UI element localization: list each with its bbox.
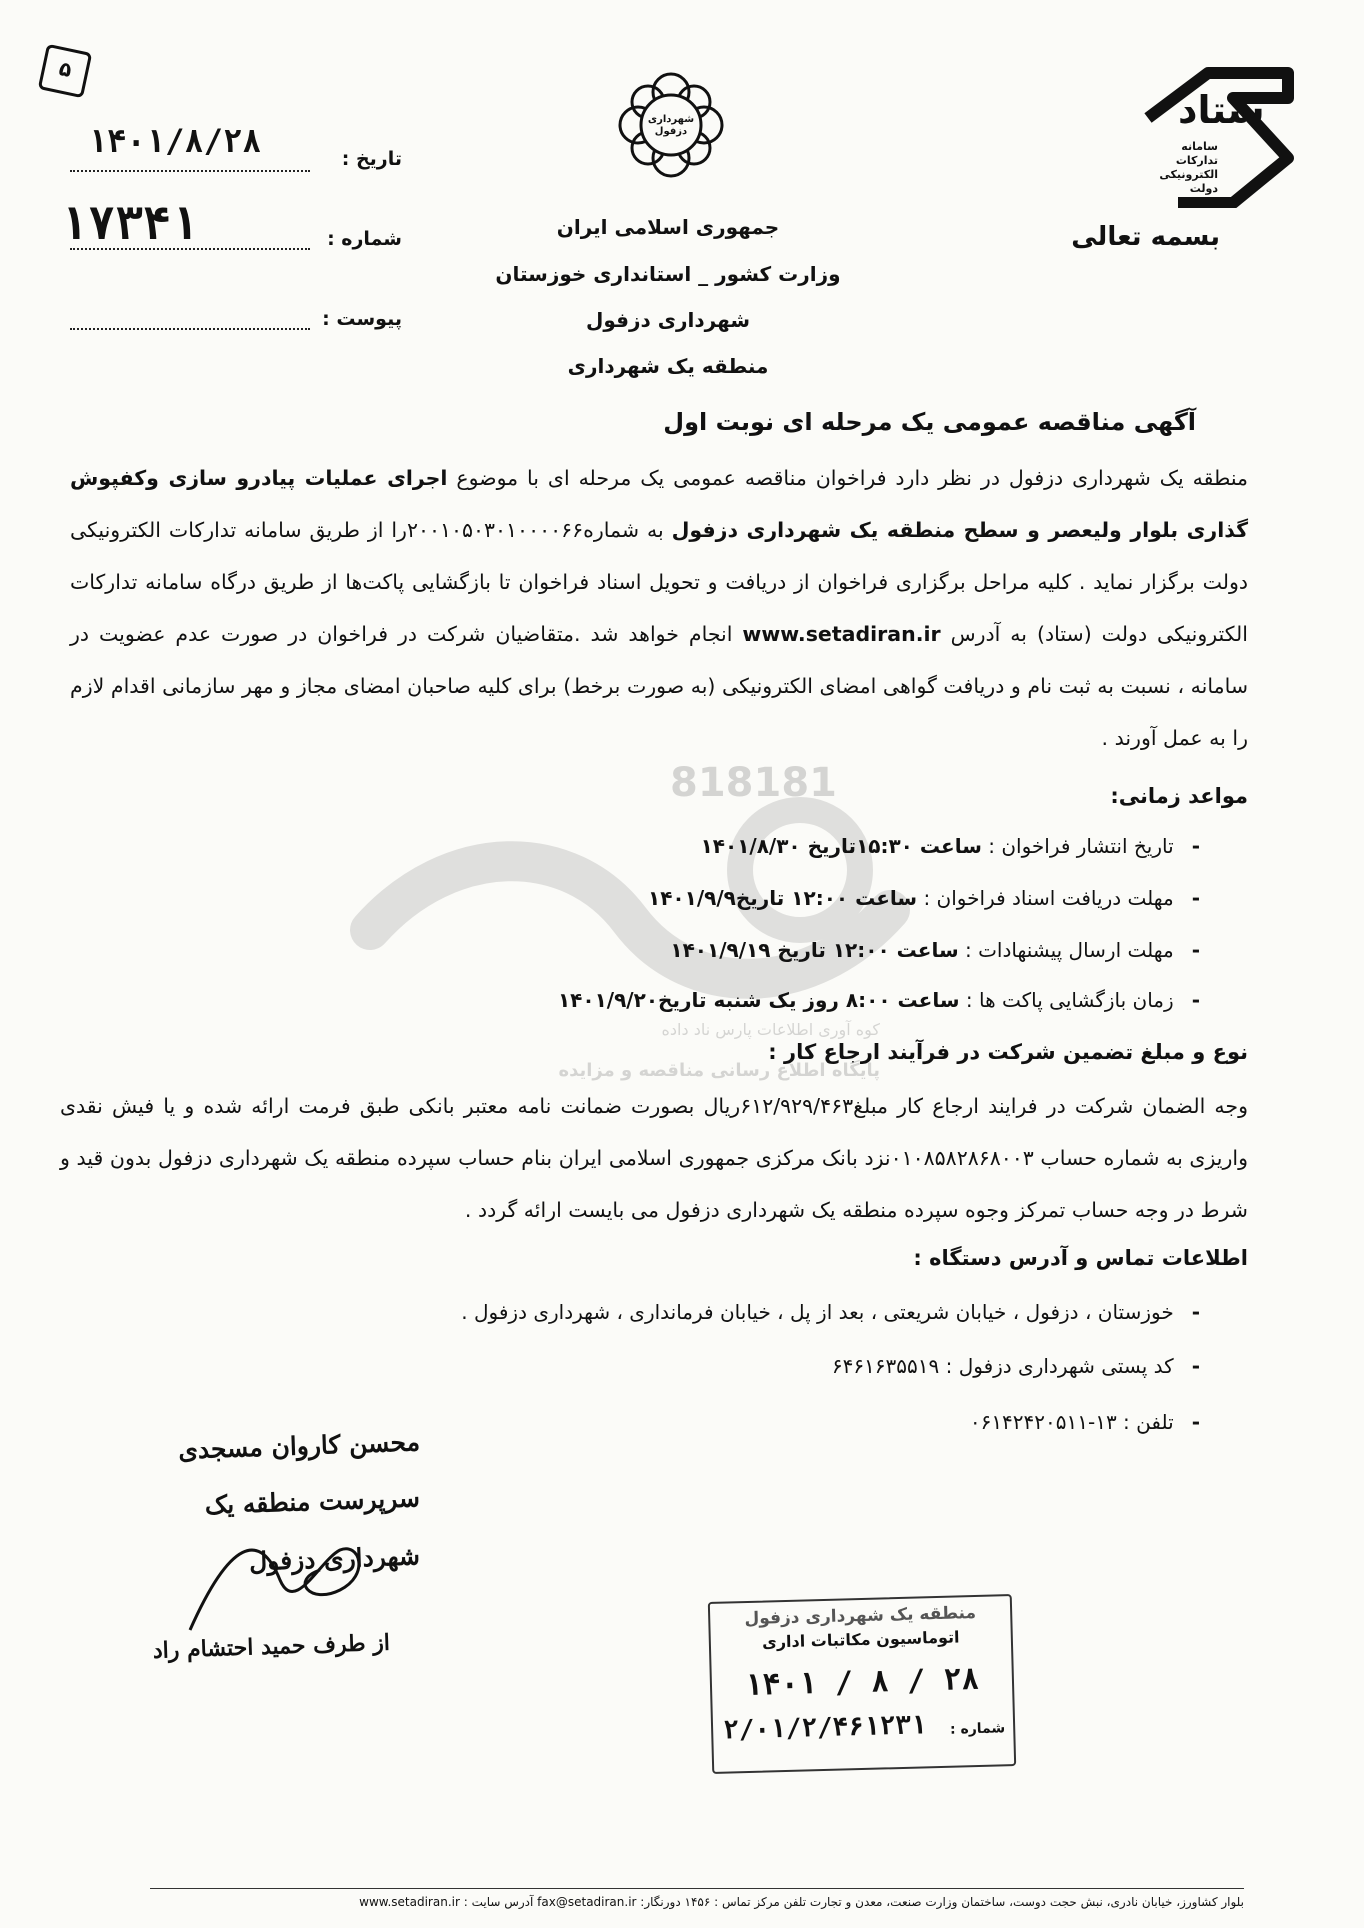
corner-mark-digit: ۵	[56, 56, 74, 83]
schedule-item-receive	[400, 886, 1200, 910]
contact-phone-text: تلفن : ۱۳-۰۶۱۴۲۴۲۰۵۱۱	[969, 1410, 1174, 1434]
schedule-label: مهلت ارسال پیشنهادات :	[958, 938, 1174, 962]
bullet-dash: -	[1191, 1300, 1200, 1324]
setad-logo-text: ستاد	[1178, 88, 1265, 132]
notice-paragraph	[70, 452, 1248, 764]
contact-postal-code	[300, 1354, 1200, 1378]
schedule-item-submit	[400, 938, 1200, 962]
attachment-dotted-line	[70, 328, 310, 330]
bullet-dash: -	[1191, 938, 1200, 962]
paragraph-end: انجام خواهد شد .متقاضیان شرکت در فراخوان در صورت عدم عضویت در سامانه ، نسبت به ثبت نام و دریافت گواهی امضای الکترونیکی (به صورت برخط) برای کلیه صاحبان امضای مجاز و مهر سازمانی اقدام لازم را به عمل آورند .	[70, 622, 1248, 750]
stamp-number: ۲/۰۱/۲/۴۶۱۲۳۱	[722, 1710, 927, 1746]
stamp-automation-line: اتوماسیون مکاتبات اداری	[761, 1627, 960, 1652]
guarantee-heading: نوع و مبلغ تضمین شرکت در فرآیند ارجاع کار :	[768, 1040, 1248, 1064]
stamp-date: ۱۴۰۱ / ۸ / ۲۸	[744, 1661, 980, 1704]
paragraph-body: به شماره۲۰۰۱۰۵۰۳۰۱۰۰۰۰۶۶را از طریق سامانه تدارکات الکترونیکی دولت برگزار نماید . کلیه مراحل برگزاری فراخوان از دریافت و تحویل اسناد فراخوان تا بازگشایی پاکت‌ها از طریق درگاه سامانه تدارکات الکترونیکی دولت (ستاد) به آدرس	[70, 518, 1248, 646]
paragraph-intro: منطقه یک شهرداری دزفول در نظر دارد فراخوان مناقصه عمومی یک مرحله ای با موضوع	[447, 466, 1248, 490]
watermark-text-1: پایگاه اطلاع رسانی مناقصه و مزایده	[558, 1060, 880, 1081]
schedule-value: ساعت ۱۵:۳۰تاریخ ۱۴۰۱/۸/۳۰	[700, 834, 982, 858]
date-dotted-line	[70, 170, 310, 172]
contact-heading: اطلاعات تماس و آدرس دستگاه :	[913, 1246, 1248, 1270]
project-subject: اجرای عملیات پیادرو سازی وکفپوش گذاری بلوار ولیعصر و سطح منطقه یک شهرداری دزفول	[70, 466, 1248, 542]
registration-stamp	[708, 1594, 1016, 1774]
setad-url-link[interactable]: www.setadiran.ir	[742, 622, 941, 646]
schedule-value: ساعت ۸:۰۰ روز یک شنبه تاریخ۱۴۰۱/۹/۲۰	[557, 988, 960, 1012]
schedule-item-publish	[400, 834, 1200, 858]
signatory-name: محسن کاروان مسجدی	[177, 1427, 421, 1465]
header-line-3: شهرداری دزفول	[585, 308, 750, 332]
guarantee-paragraph: وجه الضمان شرکت در فرایند ارجاع کار مبلغ۶۱۲/۹۲۹/۴۶۳ریال بصورت ضمانت نامه معتبر بانکی طبق فرمت ارائه شده و یا فیش نقدی واریزی به شماره حساب ۰۱۰۸۵۸۲۸۶۸۰۰۳نزد بانک مرکزی جمهوری اسلامی ایران بنام حساب سپرده منطقه یک شهرداری دزفول بدون قید و شرط در وجه حساب تمرکز وجوه سپرده منطقه یک شهرداری دزفول می بایست ارائه گردد .	[60, 1094, 1248, 1222]
signatory-title-1: سرپرست منطقه یک	[204, 1483, 421, 1520]
signature-on-behalf: از طرف حمید احتشام راد	[152, 1629, 391, 1664]
contact-phone	[300, 1410, 1200, 1434]
header-line-1: جمهوری اسلامی ایران	[556, 215, 780, 239]
number-dotted-line	[70, 248, 310, 250]
date-label: تاریخ :	[341, 148, 402, 170]
stamp-office-line: منطقه یک شهرداری دزفول	[744, 1602, 977, 1630]
schedule-label: زمان بازگشایی پاکت ها :	[959, 988, 1174, 1012]
schedule-label: تاریخ انتشار فراخوان :	[981, 834, 1174, 858]
bullet-dash: -	[1191, 1354, 1200, 1378]
contact-address-text: خوزستان ، دزفول ، خیابان شریعتی ، بعد از پل ، خیابان فرمانداری ، شهرداری دزفول .	[461, 1300, 1174, 1324]
corner-page-mark	[38, 44, 93, 99]
schedule-heading: مواعد زمانی:	[1110, 784, 1248, 808]
municipality-emblem	[616, 70, 726, 180]
attachment-label: پیوست :	[322, 308, 402, 330]
watermark-number: 818181	[670, 760, 837, 806]
bullet-dash: -	[1191, 834, 1200, 858]
schedule-value: ساعت ۱۲:۰۰ تاریخ۱۴۰۱/۹/۹	[648, 886, 918, 910]
setad-logo-subtitle: سامانه تدارکات الکترونیکی دولت	[1159, 140, 1218, 195]
number-label: شماره :	[327, 228, 402, 250]
bismillah-heading: بسمه تعالی	[1071, 222, 1220, 252]
emblem-label: شهرداری دزفول	[647, 114, 695, 137]
date-value: ۱۴۰۱/۸/۲۸	[88, 122, 262, 160]
footer-divider	[150, 1888, 1244, 1889]
setad-logo	[1138, 58, 1302, 208]
watermark-text-2: کوه آوری اطلاعات پارس ناد داده	[661, 1020, 880, 1039]
schedule-item-opening	[400, 988, 1200, 1012]
bullet-dash: -	[1191, 1410, 1200, 1434]
number-value: ۱۷۳۴۱	[60, 196, 199, 250]
header-line-4: منطقه یک شهرداری	[567, 354, 769, 378]
bullet-dash: -	[1191, 988, 1200, 1012]
footer-info: بلوار کشاورز، خیابان نادری، نبش حجت دوست، ساختمان وزارت صنعت، معدن و تجارت تلفن مرکز تماس : ۱۴۵۶ دورنگار: fax@setadiran.ir آدرس سایت : www.setadiran.ir	[359, 1895, 1244, 1909]
schedule-label: مهلت دریافت اسناد فراخوان :	[917, 886, 1174, 910]
contact-postal-text: کد پستی شهرداری دزفول : ۶۴۶۱۶۳۵۵۱۹	[831, 1354, 1174, 1378]
signatory-title-2: شهرداری دزفول	[248, 1541, 421, 1577]
schedule-value: ساعت ۱۲:۰۰ تاریخ ۱۴۰۱/۹/۱۹	[670, 938, 959, 962]
contact-address	[300, 1300, 1200, 1324]
notice-title: آگهی مناقصه عمومی یک مرحله ای نوبت اول	[663, 408, 1196, 436]
header-line-2: وزارت کشور _ استانداری خوزستان	[495, 262, 841, 286]
stamp-number-label: شماره :	[949, 1720, 1006, 1738]
bullet-dash: -	[1191, 886, 1200, 910]
